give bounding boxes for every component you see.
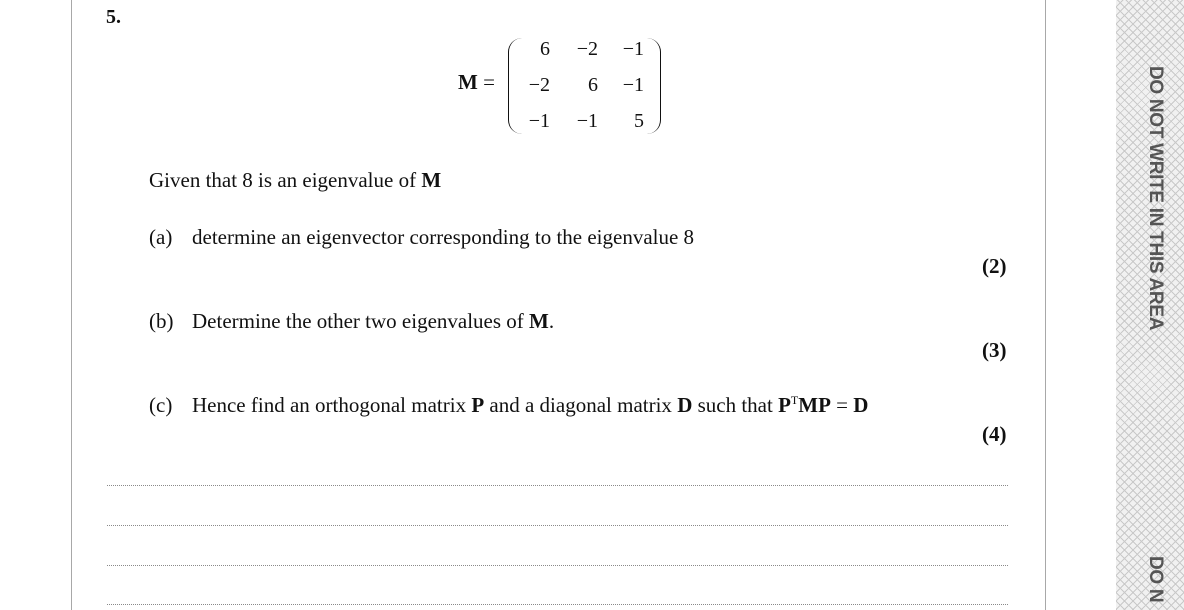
- question-number: 5.: [106, 6, 121, 28]
- marks-part-b: (3): [982, 338, 1007, 362]
- matrix-cell: 5: [634, 110, 644, 132]
- matrix-cell: −1: [622, 74, 644, 96]
- right-paren: [646, 38, 661, 134]
- answer-line: [107, 604, 1008, 605]
- left-margin-rule: [71, 0, 72, 610]
- margin-warning-partial: DO N: [1145, 556, 1166, 603]
- matrix-cell: 6: [588, 74, 598, 96]
- part-c: (c) Hence find an orthogonal matrix P and a diagonal matrix D such that $P^TMP = D$: [149, 393, 869, 417]
- answer-line: [107, 525, 1008, 526]
- part-b: (b) Determine the other two eigenvalues of M.: [149, 309, 555, 333]
- matrix-cell: −2: [576, 38, 598, 60]
- matrix-label: M =: [458, 70, 495, 94]
- marks-part-a: (2): [982, 254, 1007, 278]
- answer-line: [107, 485, 1008, 486]
- margin-warning: DO NOT WRITE IN THIS AREA: [1145, 66, 1166, 331]
- matrix-cell: −1: [622, 38, 644, 60]
- answer-line: [107, 565, 1008, 566]
- matrix-cell: −1: [528, 110, 550, 132]
- given-statement: Given that 8 is an eigenvalue of M: [149, 168, 442, 192]
- matrix-cell: −1: [576, 110, 598, 132]
- matrix-cell: −2: [528, 74, 550, 96]
- matrix-cell: 6: [540, 38, 550, 60]
- part-a: (a) determine an eigenvector corresponding to the eigenvalue 8: [149, 225, 695, 249]
- right-margin-rule: [1045, 0, 1046, 610]
- marks-part-c: (4): [982, 422, 1007, 446]
